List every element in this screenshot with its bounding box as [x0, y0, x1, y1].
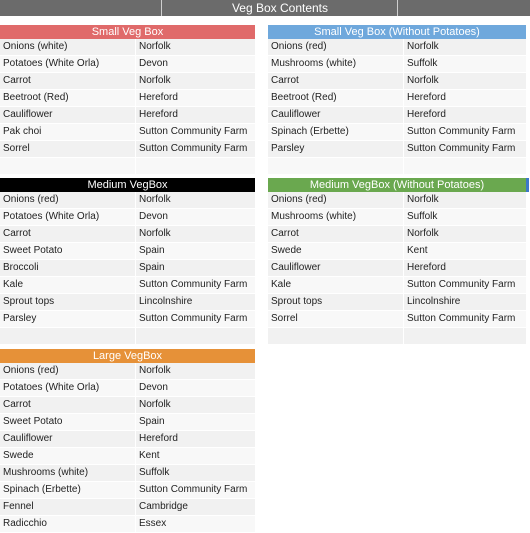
origin-cell[interactable]: Sutton Community Farm [407, 313, 516, 324]
vegetable-cell[interactable] [0, 158, 136, 174]
origin-cell[interactable]: Suffolk [407, 58, 438, 69]
table-row [268, 277, 526, 294]
table-row [268, 141, 526, 158]
origin-cell[interactable]: Devon [139, 382, 168, 393]
origin-cell[interactable]: Lincolnshire [407, 296, 461, 307]
table-row [268, 124, 526, 141]
vegetable-cell[interactable]: Sweet Potato [0, 414, 136, 430]
table-row [0, 209, 255, 226]
table-row [0, 380, 255, 397]
origin-cell[interactable]: Sutton Community Farm [407, 126, 516, 137]
table-row [0, 141, 255, 158]
box-title[interactable]: Large VegBox [0, 349, 255, 363]
medium-vegbox-table [0, 178, 255, 345]
origin-cell[interactable]: Norfolk [407, 41, 439, 52]
box-rows [0, 192, 255, 345]
origin-cell[interactable]: Norfolk [139, 194, 171, 205]
table-row [0, 311, 255, 328]
vegetable-cell[interactable]: Mushrooms (white) [268, 56, 404, 72]
box-rows [0, 363, 255, 533]
table-row [0, 499, 255, 516]
origin-cell[interactable]: Kent [139, 450, 160, 461]
origin-cell[interactable] [136, 328, 255, 344]
vegetable-cell[interactable]: Carrot [0, 73, 136, 89]
small-veg-box-without-potatoes-table [268, 25, 526, 175]
vegetable-cell[interactable]: Pak choi [0, 124, 136, 140]
table-row [268, 39, 526, 56]
table-row [268, 90, 526, 107]
vegetable-cell[interactable]: Broccoli [0, 260, 136, 276]
vegetable-cell[interactable]: Sprout tops [268, 294, 404, 310]
vegetable-cell[interactable]: Parsley [268, 141, 404, 157]
vegetable-cell[interactable]: Swede [268, 243, 404, 259]
table-row [0, 90, 255, 107]
box-title[interactable]: Small Veg Box (Without Potatoes) [268, 25, 526, 39]
table-row [268, 158, 526, 175]
vegetable-cell[interactable]: Swede [0, 448, 136, 464]
origin-cell[interactable]: Sutton Community Farm [139, 313, 248, 324]
box-rows [268, 39, 526, 175]
vegetable-cell[interactable]: Onions (red) [268, 39, 404, 55]
table-row [268, 260, 526, 277]
table-row [268, 73, 526, 90]
vegetable-cell[interactable]: Spinach (Erbette) [268, 124, 404, 140]
origin-cell[interactable]: Sutton Community Farm [139, 279, 248, 290]
origin-cell[interactable]: Hereford [407, 109, 446, 120]
table-row [268, 56, 526, 73]
origin-cell[interactable]: Sutton Community Farm [407, 279, 516, 290]
origin-cell[interactable]: Devon [139, 211, 168, 222]
vegetable-cell[interactable]: Mushrooms (white) [268, 209, 404, 225]
table-row [0, 158, 255, 175]
origin-cell[interactable] [404, 328, 526, 344]
origin-cell[interactable]: Norfolk [407, 194, 439, 205]
table-row [0, 294, 255, 311]
origin-cell[interactable]: Hereford [139, 433, 178, 444]
table-row [0, 124, 255, 141]
vegetable-cell[interactable]: Onions (white) [0, 39, 136, 55]
table-row [0, 431, 255, 448]
origin-cell[interactable]: Hereford [407, 92, 446, 103]
origin-cell[interactable]: Suffolk [139, 467, 170, 478]
table-row [0, 107, 255, 124]
vegetable-cell[interactable]: Sweet Potato [0, 243, 136, 259]
vegetable-cell[interactable]: Radicchio [0, 516, 136, 532]
vegetable-cell[interactable]: Potatoes (White Orla) [0, 209, 136, 225]
vegetable-cell[interactable]: Potatoes (White Orla) [0, 56, 136, 72]
table-row [0, 465, 255, 482]
table-row [268, 192, 526, 209]
vegetable-cell[interactable]: Mushrooms (white) [0, 465, 136, 481]
large-vegbox-table [0, 349, 255, 533]
origin-cell[interactable]: Spain [139, 416, 165, 427]
origin-cell[interactable]: Kent [407, 245, 428, 256]
small-veg-box-table [0, 25, 255, 175]
origin-cell[interactable]: Hereford [139, 109, 178, 120]
vegetable-cell[interactable]: Beetroot (Red) [0, 90, 136, 106]
table-row [0, 260, 255, 277]
vegetable-cell[interactable]: Beetroot (Red) [268, 90, 404, 106]
origin-cell[interactable]: Sutton Community Farm [139, 126, 248, 137]
table-row [0, 226, 255, 243]
sheet-title: Veg Box Contents [231, 1, 329, 15]
table-row [268, 328, 526, 345]
table-row [268, 107, 526, 124]
origin-cell[interactable]: Sutton Community Farm [139, 484, 248, 495]
origin-cell[interactable]: Norfolk [407, 228, 439, 239]
table-row [268, 243, 526, 260]
box-title[interactable]: Small Veg Box [0, 25, 255, 39]
vegetable-cell[interactable]: Carrot [268, 226, 404, 242]
table-row [0, 277, 255, 294]
table-row [268, 294, 526, 311]
origin-cell[interactable]: Suffolk [407, 211, 438, 222]
table-row [0, 192, 255, 209]
vegetable-cell[interactable]: Onions (red) [268, 192, 404, 208]
vegetable-cell[interactable]: Cauliflower [0, 107, 136, 123]
table-row [0, 363, 255, 380]
origin-cell[interactable] [136, 158, 255, 174]
medium-vegbox-without-potatoes-table [268, 178, 526, 345]
origin-cell[interactable]: Cambridge [139, 501, 188, 512]
origin-cell[interactable] [404, 158, 526, 174]
origin-cell[interactable]: Spain [139, 262, 165, 273]
vegetable-cell[interactable]: Cauliflower [0, 431, 136, 447]
vegetable-cell[interactable]: Cauliflower [268, 260, 404, 276]
vegetable-cell[interactable]: Sorrel [0, 141, 136, 157]
origin-cell[interactable]: Essex [139, 518, 167, 529]
box-rows [268, 192, 526, 345]
origin-cell[interactable]: Norfolk [139, 41, 171, 52]
table-row [268, 209, 526, 226]
origin-cell[interactable]: Hereford [139, 92, 178, 103]
vegetable-cell[interactable]: Carrot [0, 397, 136, 413]
vegetable-cell[interactable] [268, 328, 404, 344]
table-row [0, 328, 255, 345]
table-row [0, 414, 255, 431]
origin-cell[interactable]: Norfolk [407, 75, 439, 86]
origin-cell[interactable]: Norfolk [139, 75, 171, 86]
table-row [268, 226, 526, 243]
vegetable-cell[interactable]: Parsley [0, 311, 136, 327]
origin-cell[interactable]: Hereford [407, 262, 446, 273]
origin-cell[interactable]: Norfolk [139, 228, 171, 239]
vegetable-cell[interactable]: Fennel [0, 499, 136, 515]
table-row [0, 73, 255, 90]
vegetable-cell[interactable]: Cauliflower [268, 107, 404, 123]
table-row [0, 516, 255, 533]
table-row [0, 482, 255, 499]
vegetable-cell[interactable]: Sprout tops [0, 294, 136, 310]
vegetable-cell[interactable]: Potatoes (White Orla) [0, 380, 136, 396]
origin-cell[interactable]: Devon [139, 58, 168, 69]
origin-cell[interactable]: Norfolk [139, 399, 171, 410]
vegetable-cell[interactable]: Kale [0, 277, 136, 293]
box-title[interactable]: Medium VegBox (Without Potatoes) [268, 178, 526, 192]
vegetable-cell[interactable] [268, 158, 404, 174]
header-cell-right[interactable] [398, 0, 530, 16]
vegetable-cell[interactable]: Onions (red) [0, 363, 136, 379]
vegetable-cell[interactable]: Sorrel [268, 311, 404, 327]
table-row [0, 397, 255, 414]
origin-cell[interactable]: Lincolnshire [139, 296, 193, 307]
table-row [0, 39, 255, 56]
origin-cell[interactable]: Spain [139, 245, 165, 256]
vegetable-cell[interactable] [0, 328, 136, 344]
sheet-title-bar [0, 0, 530, 16]
vegetable-cell[interactable]: Kale [268, 277, 404, 293]
vegetable-cell[interactable]: Carrot [0, 226, 136, 242]
vegetable-cell[interactable]: Carrot [268, 73, 404, 89]
table-row [0, 56, 255, 73]
origin-cell[interactable]: Norfolk [139, 365, 171, 376]
table-row [0, 243, 255, 260]
origin-cell[interactable]: Sutton Community Farm [407, 143, 516, 154]
header-cell-left[interactable] [0, 0, 162, 16]
vegetable-cell[interactable]: Onions (red) [0, 192, 136, 208]
cell-cursor[interactable] [526, 178, 529, 192]
table-row [268, 311, 526, 328]
table-row [0, 448, 255, 465]
origin-cell[interactable]: Sutton Community Farm [139, 143, 248, 154]
vegetable-cell[interactable]: Spinach (Erbette) [0, 482, 136, 498]
box-rows [0, 39, 255, 175]
box-title[interactable]: Medium VegBox [0, 178, 255, 192]
